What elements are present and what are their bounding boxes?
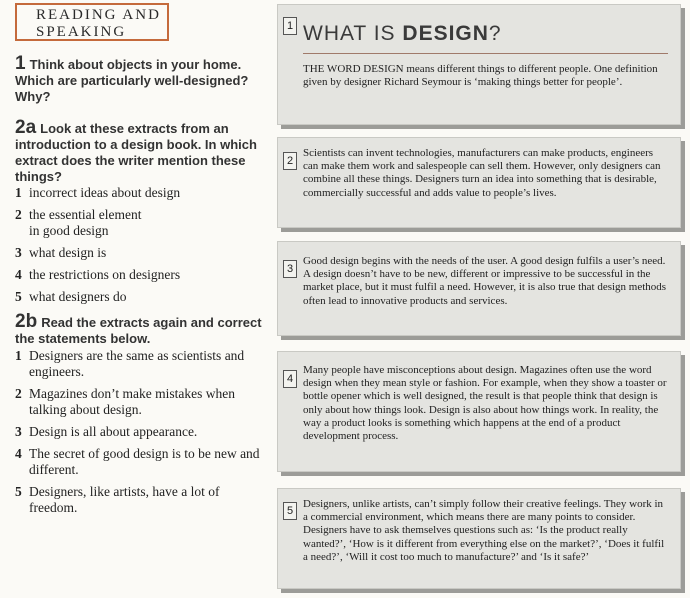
extract-card-2 xyxy=(277,137,681,228)
question-1 xyxy=(15,53,265,105)
list-item-number: 2 xyxy=(15,207,22,222)
question-number: 2a xyxy=(15,117,37,138)
title-emphasis: DESIGN xyxy=(402,22,489,45)
list-item-number: 3 xyxy=(15,424,22,439)
extract-number: 5 xyxy=(283,502,297,520)
extract-card-5 xyxy=(277,488,681,589)
list-item-text: Design is all about appearance. xyxy=(29,424,198,439)
list-item-number: 3 xyxy=(15,245,22,260)
extract-card-4 xyxy=(277,351,681,472)
list-item xyxy=(15,386,270,418)
list-item-text: incorrect ideas about design xyxy=(29,185,181,200)
extract-text: Designers, unlike artists, can’t simply follow their creative feelings. They work in a commercial environment, which means there are many points to consider. Designers have to ask themselves questions such as: ‘Is the product really wanted?’, ‘How is it different from everything else on the market?’, ‘Does it fulfil a need?’, ‘Will it cost too much to manufacture?’ and ‘Is it safe?’ xyxy=(303,498,665,563)
list-item-number: 4 xyxy=(15,267,22,282)
extract-text: Scientists can invent technologies, manufacturers can make products, engineers can make them work and salespeople can sell them. However, only designers can combine all these things. Designers turn an idea into something that is desirable, commercially successful and adds value to people’s lives. xyxy=(303,147,661,199)
extract-number: 2 xyxy=(283,152,297,170)
list-item-number: 5 xyxy=(15,484,22,499)
question-2a-list xyxy=(15,185,270,311)
title-divider xyxy=(303,53,668,54)
extract-number: 4 xyxy=(283,370,297,388)
list-item-number: 5 xyxy=(15,289,22,304)
question-text: Look at these extracts from an introduction to a design book. In which extract does the writer mention these things? xyxy=(15,121,257,184)
list-item xyxy=(15,245,270,261)
extract-text: THE WORD DESIGN means different things to different people. One definition given by designer Richard Seymour is ‘making things better for people’. xyxy=(303,63,658,89)
list-item xyxy=(15,289,270,305)
section-title-line-2: SPEAKING xyxy=(36,24,127,40)
list-item-text: Designers are the same as scientists and engineers. xyxy=(29,348,245,379)
question-2a xyxy=(15,117,265,185)
list-item-text: the essential element in good design xyxy=(29,207,142,238)
question-number: 2b xyxy=(15,311,38,332)
list-item xyxy=(15,348,270,380)
list-item-number: 2 xyxy=(15,386,22,401)
question-text: Think about objects in your home. Which are particularly well-designed? Why? xyxy=(15,57,249,104)
list-item xyxy=(15,446,270,478)
section-title-box xyxy=(15,3,169,41)
extract-text: Many people have misconceptions about design. Magazines often use the word design when they mean style or fashion. For example, when they show a toaster or bottle opener which is well designed, the result is that people think that design is only about how things look. Design is also about how things work. In reality, the way a product looks is something which happens at the end of a product development process. xyxy=(303,364,667,443)
list-item-text: Magazines don’t make mistakes when talking about design. xyxy=(29,386,235,417)
title-prefix: WHAT IS xyxy=(303,22,403,45)
list-item-number: 1 xyxy=(15,185,22,200)
extract-number: 1 xyxy=(283,17,297,35)
list-item xyxy=(15,484,270,516)
list-item-text: the restrictions on designers xyxy=(29,267,181,282)
title-suffix: ? xyxy=(488,22,502,45)
question-2b xyxy=(15,311,265,347)
extract-card-3 xyxy=(277,241,681,336)
list-item-number: 4 xyxy=(15,446,22,461)
list-item xyxy=(15,185,270,201)
question-2b-list xyxy=(15,348,270,522)
list-item-text: The secret of good design is to be new and different. xyxy=(29,446,260,477)
list-item xyxy=(15,207,270,239)
extract-card-1 xyxy=(277,4,681,125)
question-number: 1 xyxy=(15,53,26,74)
list-item-number: 1 xyxy=(15,348,22,363)
section-title-line-1: READING AND xyxy=(36,7,161,23)
extract-title xyxy=(303,22,502,46)
list-item-text: what design is xyxy=(29,245,107,260)
list-item-text: what designers do xyxy=(29,289,127,304)
list-item xyxy=(15,424,270,440)
question-text: Read the extracts again and correct the statements below. xyxy=(15,315,262,346)
list-item-text: Designers, like artists, have a lot of freedom. xyxy=(29,484,220,515)
extract-number: 3 xyxy=(283,260,297,278)
list-item xyxy=(15,267,270,283)
extract-text: Good design begins with the needs of the user. A good design fulfils a user’s need. A design doesn’t have to be new, different or impressive to be successful in the market place, but it must fulfil a need. However, it is also true that design methods often lead to innovative products and services. xyxy=(303,255,667,307)
